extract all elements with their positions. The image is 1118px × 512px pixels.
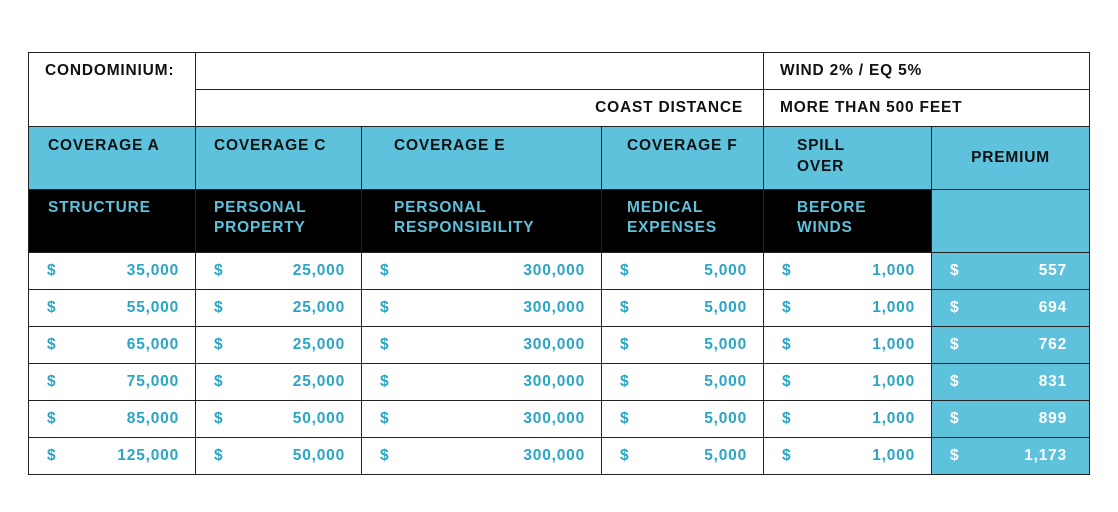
currency-symbol: $ — [47, 299, 57, 316]
cell-coverage-c — [196, 364, 362, 401]
cell-value: 25,000 — [292, 336, 345, 353]
cell-value: 762 — [1038, 336, 1068, 353]
cell-coverage-c — [196, 327, 362, 364]
cell-coverage-e — [362, 438, 602, 475]
cell-value: 899 — [1038, 410, 1068, 427]
currency-symbol: $ — [782, 262, 792, 279]
subheader-structure: STRUCTURE — [29, 190, 196, 253]
currency-symbol: $ — [380, 336, 390, 353]
cell-premium — [932, 290, 1090, 327]
header-coverage-f: COVERAGE F — [602, 127, 764, 190]
cell-value: 1,000 — [872, 262, 916, 279]
cell-value: 1,173 — [1024, 447, 1068, 464]
cell-spill-over — [764, 253, 932, 290]
cell-value: 125,000 — [117, 447, 179, 464]
currency-symbol: $ — [950, 410, 960, 427]
currency-symbol: $ — [380, 373, 390, 390]
cell-coverage-f — [602, 438, 764, 475]
cell-coverage-f — [602, 364, 764, 401]
cell-coverage-c — [196, 290, 362, 327]
cell-value: 1,000 — [872, 336, 916, 353]
table-row — [29, 327, 1090, 364]
header-coverage-a: COVERAGE A — [29, 127, 196, 190]
cell-value: 300,000 — [523, 373, 585, 390]
cell-coverage-f — [602, 290, 764, 327]
table-row — [29, 401, 1090, 438]
cell-value: 25,000 — [292, 373, 345, 390]
currency-symbol: $ — [620, 373, 630, 390]
currency-symbol: $ — [950, 336, 960, 353]
cell-premium — [932, 364, 1090, 401]
cell-spill-over — [764, 401, 932, 438]
cell-value: 831 — [1038, 373, 1068, 390]
currency-symbol: $ — [214, 299, 224, 316]
cell-coverage-a — [29, 364, 196, 401]
currency-symbol: $ — [380, 447, 390, 464]
wind-eq-label: WIND 2% / EQ 5% — [764, 53, 1090, 90]
currency-symbol: $ — [47, 336, 57, 353]
cell-value: 50,000 — [292, 447, 345, 464]
cell-coverage-a — [29, 401, 196, 438]
cell-value: 5,000 — [704, 299, 748, 316]
data-rows — [29, 253, 1090, 475]
cell-coverage-a — [29, 290, 196, 327]
currency-symbol: $ — [782, 373, 792, 390]
currency-symbol: $ — [782, 447, 792, 464]
cell-value: 1,000 — [872, 299, 916, 316]
header-spill-over: SPILL OVER — [764, 127, 932, 190]
header-coverage-e: COVERAGE E — [362, 127, 602, 190]
cell-coverage-e — [362, 327, 602, 364]
cell-spill-over — [764, 438, 932, 475]
table-row — [29, 253, 1090, 290]
table-row — [29, 290, 1090, 327]
cell-coverage-f — [602, 401, 764, 438]
top-row — [29, 53, 1090, 90]
cell-value: 694 — [1038, 299, 1068, 316]
subheader-before-winds: BEFORE WINDS — [764, 190, 932, 253]
cell-value: 85,000 — [126, 410, 179, 427]
cell-coverage-f — [602, 253, 764, 290]
currency-symbol: $ — [782, 336, 792, 353]
cell-value: 35,000 — [126, 262, 179, 279]
currency-symbol: $ — [380, 262, 390, 279]
header-row — [29, 127, 1090, 190]
table-row — [29, 364, 1090, 401]
cell-value: 300,000 — [523, 447, 585, 464]
subheader-personal-property: PERSONAL PROPERTY — [196, 190, 362, 253]
currency-symbol: $ — [47, 262, 57, 279]
cell-coverage-e — [362, 290, 602, 327]
cell-value: 300,000 — [523, 262, 585, 279]
currency-symbol: $ — [380, 299, 390, 316]
coast-distance-value: MORE THAN 500 FEET — [764, 90, 1090, 127]
currency-symbol: $ — [214, 336, 224, 353]
cell-value: 5,000 — [704, 447, 748, 464]
currency-symbol: $ — [214, 373, 224, 390]
cell-value: 1,000 — [872, 373, 916, 390]
cell-value: 25,000 — [292, 299, 345, 316]
currency-symbol: $ — [47, 447, 57, 464]
cell-value: 300,000 — [523, 299, 585, 316]
currency-symbol: $ — [214, 447, 224, 464]
cell-coverage-a — [29, 327, 196, 364]
cell-coverage-f — [602, 327, 764, 364]
cell-value: 55,000 — [126, 299, 179, 316]
currency-symbol: $ — [950, 262, 960, 279]
cell-value: 5,000 — [704, 410, 748, 427]
cell-coverage-a — [29, 438, 196, 475]
cell-value: 1,000 — [872, 447, 916, 464]
condominium-label: CONDOMINIUM: — [29, 53, 196, 127]
subheader-medical-expenses: MEDICAL EXPENSES — [602, 190, 764, 253]
subheader-row — [29, 190, 1090, 253]
cell-coverage-c — [196, 401, 362, 438]
currency-symbol: $ — [620, 336, 630, 353]
cell-premium — [932, 327, 1090, 364]
cell-spill-over — [764, 327, 932, 364]
currency-symbol: $ — [620, 299, 630, 316]
currency-symbol: $ — [214, 410, 224, 427]
header-coverage-c: COVERAGE C — [196, 127, 362, 190]
cell-value: 50,000 — [292, 410, 345, 427]
currency-symbol: $ — [950, 447, 960, 464]
currency-symbol: $ — [380, 410, 390, 427]
cell-value: 5,000 — [704, 373, 748, 390]
header-premium: PREMIUM — [932, 127, 1090, 190]
cell-value: 5,000 — [704, 262, 748, 279]
cell-coverage-a — [29, 253, 196, 290]
cell-value: 75,000 — [126, 373, 179, 390]
currency-symbol: $ — [950, 373, 960, 390]
currency-symbol: $ — [782, 410, 792, 427]
cell-value: 557 — [1038, 262, 1068, 279]
currency-symbol: $ — [47, 410, 57, 427]
cell-premium — [932, 438, 1090, 475]
cell-spill-over — [764, 364, 932, 401]
subheader-personal-responsibility: PERSONAL RESPONSIBILITY — [362, 190, 602, 253]
cell-value: 65,000 — [126, 336, 179, 353]
cell-coverage-e — [362, 253, 602, 290]
cell-coverage-c — [196, 253, 362, 290]
cell-coverage-e — [362, 364, 602, 401]
currency-symbol: $ — [214, 262, 224, 279]
cell-value: 1,000 — [872, 410, 916, 427]
currency-symbol: $ — [950, 299, 960, 316]
cell-value: 25,000 — [292, 262, 345, 279]
currency-symbol: $ — [620, 447, 630, 464]
blank-cell — [196, 53, 764, 90]
currency-symbol: $ — [782, 299, 792, 316]
cell-premium — [932, 401, 1090, 438]
subheader-premium-blank — [932, 190, 1090, 253]
table-row — [29, 438, 1090, 475]
cell-coverage-e — [362, 401, 602, 438]
coast-distance-label: COAST DISTANCE — [196, 90, 764, 127]
cell-value: 300,000 — [523, 336, 585, 353]
cell-premium — [932, 253, 1090, 290]
cell-value: 5,000 — [704, 336, 748, 353]
currency-symbol: $ — [620, 262, 630, 279]
cell-coverage-c — [196, 438, 362, 475]
cell-value: 300,000 — [523, 410, 585, 427]
rate-table — [28, 52, 1090, 475]
currency-symbol: $ — [47, 373, 57, 390]
currency-symbol: $ — [620, 410, 630, 427]
cell-spill-over — [764, 290, 932, 327]
